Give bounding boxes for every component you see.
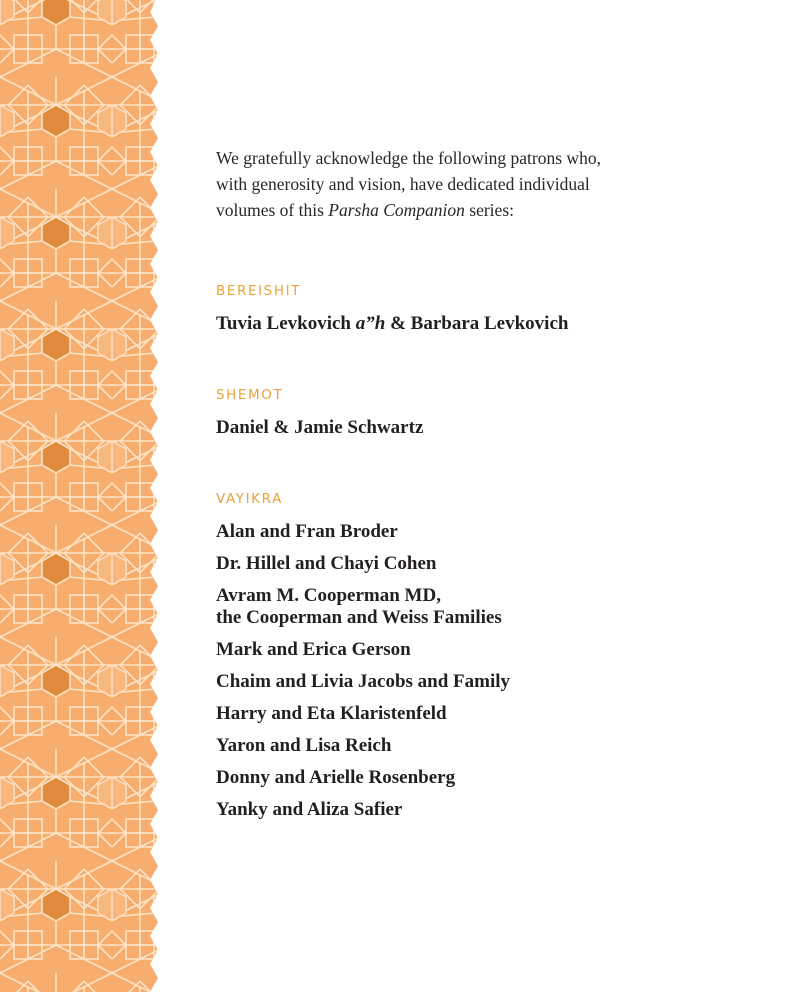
patron-name-part: Tuvia Levkovich	[216, 313, 356, 334]
memorial-abbreviation: a”h	[355, 313, 386, 334]
patron-name	[216, 313, 736, 335]
patron-name-line-2: the Cooperman and Weiss Families	[216, 607, 502, 628]
patron-name: Alan and Fran Broder	[216, 521, 398, 542]
intro-paragraph	[216, 145, 736, 223]
patron-name: Mark and Erica Gerson	[216, 639, 411, 660]
section-vayikra	[216, 491, 736, 831]
patron-name: Donny and Arielle Rosenberg	[216, 767, 456, 788]
patron-name-part: & Barbara Levkovich	[385, 313, 569, 334]
section-title: BEREISHIT	[216, 283, 302, 299]
decorative-pattern-border	[0, 0, 164, 992]
section-title: VAYIKRA	[216, 491, 283, 507]
intro-line-2: with generosity and vision, have dedicated individual	[216, 174, 590, 194]
intro-line-1: We gratefully acknowledge the following patrons who,	[216, 148, 601, 168]
patron-name: Daniel & Jamie Schwartz	[216, 417, 424, 438]
patron-name: Harry and Eta Klaristenfeld	[216, 703, 447, 724]
patron-name-line-1: Avram M. Cooperman MD,	[216, 585, 441, 606]
geometric-tile-pattern	[0, 0, 164, 992]
patron-name-multiline	[216, 585, 736, 629]
patron-name: Yanky and Aliza Safier	[216, 799, 403, 820]
series-title: Parsha Companion	[328, 200, 465, 220]
section-shemot	[216, 387, 736, 449]
dedications-content	[216, 145, 736, 820]
patron-name: Dr. Hillel and Chayi Cohen	[216, 553, 437, 574]
intro-line-3-start: volumes of this	[216, 200, 329, 220]
patron-name: Chaim and Livia Jacobs and Family	[216, 671, 511, 692]
section-title: SHEMOT	[216, 387, 284, 403]
section-bereishit	[216, 283, 736, 345]
patron-name: Yaron and Lisa Reich	[216, 735, 392, 756]
intro-line-3-end: series:	[464, 200, 514, 220]
